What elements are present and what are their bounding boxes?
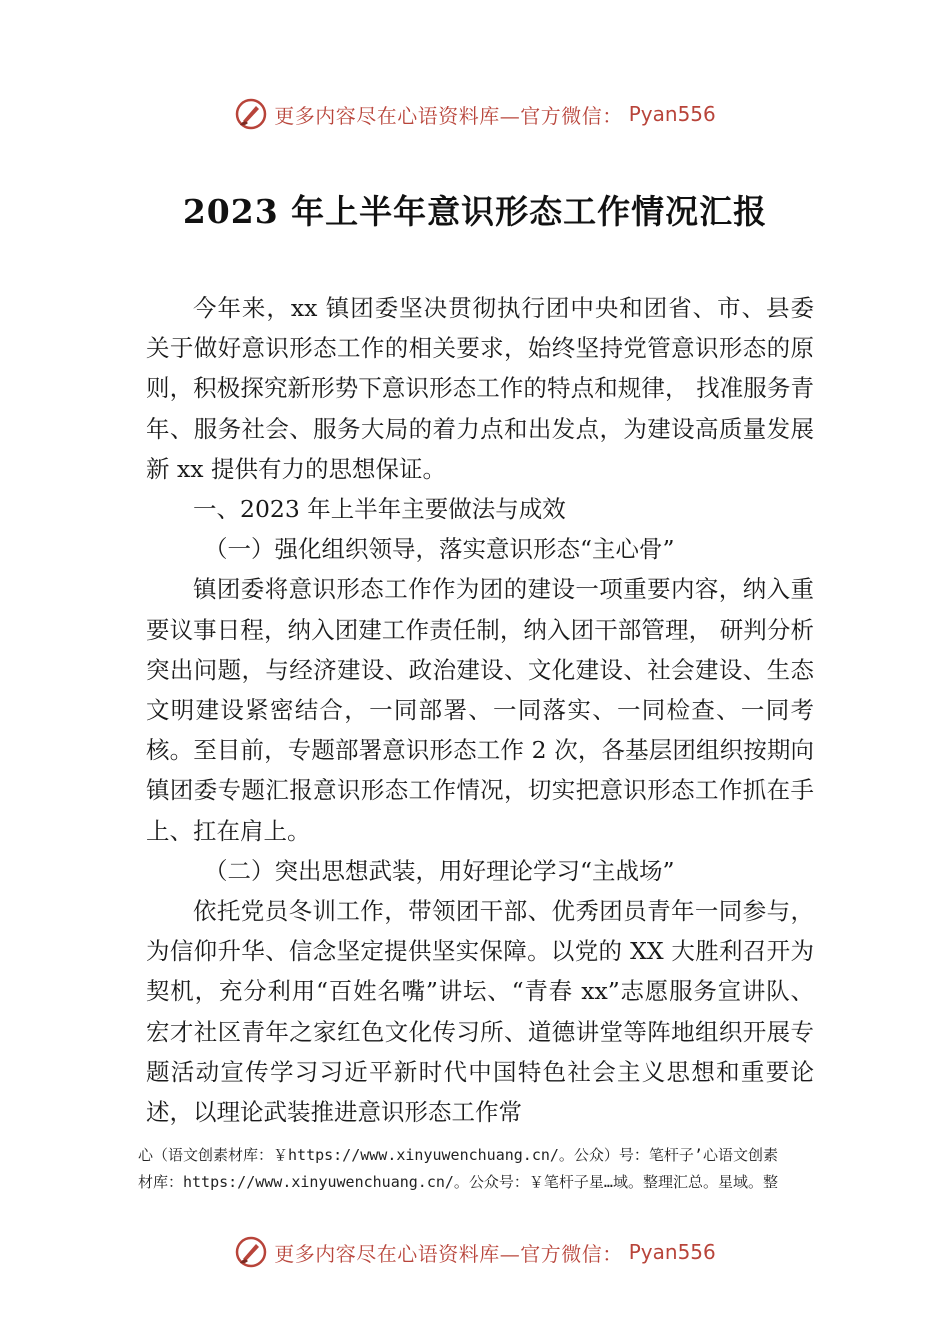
banner-text: 更多内容尽在心语资料库—官方微信： bbox=[274, 1241, 623, 1266]
banner-contact: Pyan556 bbox=[628, 102, 716, 126]
document-title: 2023 年上半年意识形态工作情况汇报 bbox=[182, 192, 768, 231]
footer-watermark-text bbox=[138, 1142, 850, 1196]
intro-paragraph: 今年来，xx 镇团委坚决贯彻执行团中央和团省、市、县委关于做好意识形态工作的相关要求，始终坚持党管意识形态的原则，积极探究新形势下意识形态工作的特点和规律， 找准服务青年、服务社会、服务大局的着力点和出发点，为建设高质量发展新 xx 提供有力的思想保证。 bbox=[146, 294, 814, 483]
document-body bbox=[146, 288, 814, 1132]
footer-line: 心（语文创素材库：￥https://www.xinyuwenchuang.cn/。公众）号：笔杆子’心语文创素 bbox=[138, 1146, 778, 1164]
banner-contact: Pyan556 bbox=[628, 1240, 716, 1264]
banner-text: 更多内容尽在心语资料库—官方微信： bbox=[274, 103, 623, 128]
brush-logo-icon bbox=[234, 97, 268, 131]
subsection-heading: （二）突出思想武装，用好理论学习“主战场” bbox=[204, 856, 675, 885]
header-banner bbox=[0, 94, 950, 134]
footer-banner bbox=[0, 1232, 950, 1272]
footer-line: 材库：https://www.xinyuwenchuang.cn/。公众号：￥笔杆子星…域。整理汇总。星域。整 bbox=[138, 1173, 778, 1191]
brush-logo-icon bbox=[234, 1235, 268, 1269]
body-paragraph: 镇团委将意识形态工作作为团的建设一项重要内容，纳入重要议事日程，纳入团建工作责任制，纳入团干部管理， 研判分析突出问题，与经济建设、政治建设、文化建设、社会建设、生态文明建设紧密结合，一同部署、一同落实、一同检查、一同考核。至目前，专题部署意识形态工作 2 次，各基层团组织按期向镇团委专题汇报意识形态工作情况，切实把意识形态工作抓在手上、扛在肩上。 bbox=[146, 575, 814, 845]
section-heading: 一、2023 年上半年主要做法与成效 bbox=[193, 495, 566, 524]
subsection-heading: （一）强化组织领导，落实意识形态“主心骨” bbox=[204, 535, 675, 564]
body-paragraph: 依托党员冬训工作，带领团干部、优秀团员青年一同参与，为信仰升华、信念坚定提供坚实保障。以党的 XX 大胜利召开为契机，充分利用“百姓名嘴”讲坛、“青春 xx”志愿服务宣讲队、宏才社区青年之家红色文化传习所、道德讲堂等阵地组织开展专题活动宣传学习习近平新时代中国特色社会主义思想和重要论述，以理论武装推进意识形态工作常 bbox=[146, 897, 814, 1127]
